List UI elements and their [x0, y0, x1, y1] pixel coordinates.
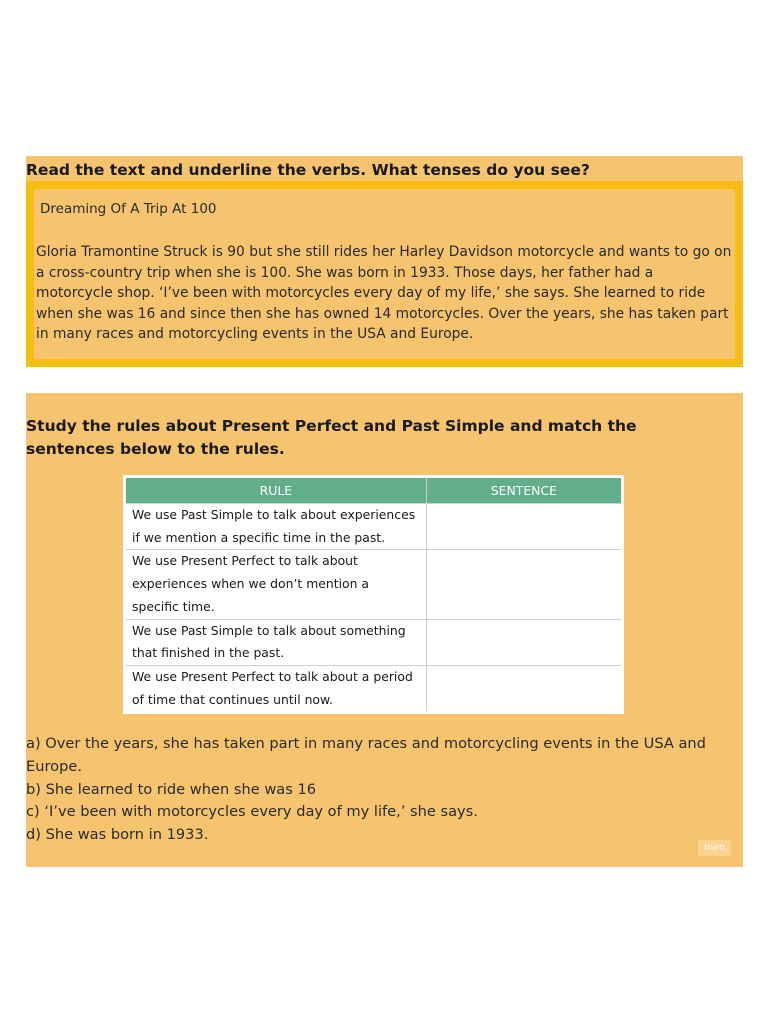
grammar-card-rules — [26, 393, 743, 867]
rule-column-header: RULE — [125, 477, 427, 504]
table-header-row — [125, 477, 623, 504]
rule-sentence-table — [123, 475, 624, 714]
sentence-cell[interactable] — [426, 550, 622, 619]
rule-cell: We use Present Perfect to talk about experiences when we don’t mention a specific time. — [125, 550, 427, 619]
table-row — [125, 619, 623, 665]
section-heading: Study the rules about Present Perfect and Past Simple and match the sentences below to the rules. — [26, 417, 637, 458]
sentence-item-d: d) She was born in 1933. — [26, 826, 209, 844]
sentence-cell[interactable] — [426, 504, 622, 550]
miro-watermark: miro — [698, 840, 731, 856]
sentence-list — [26, 733, 743, 847]
table-row — [125, 504, 623, 550]
rule-cell: We use Past Simple to talk about something that finished in the past. — [125, 619, 427, 665]
rule-cell: We use Past Simple to talk about experiences if we mention a specific time in the past. — [125, 504, 427, 550]
rule-cell: We use Present Perfect to talk about a period of time that continues until now. — [125, 665, 427, 712]
sentence-item-a: a) Over the years, she has taken part in many races and motorcycling events in the USA and Europe. — [26, 735, 706, 775]
section-heading: Read the text and underline the verbs. What tenses do you see? — [26, 161, 590, 179]
sentence-item-b: b) She learned to ride when she was 16 — [26, 780, 317, 798]
sentence-column-header: SENTENCE — [426, 477, 622, 504]
table-row — [125, 665, 623, 712]
reading-body: Gloria Tramontine Struck is 90 but she still rides her Harley Davidson motorcycle and wants to go on a cross-country trip when she is 100. She was born in 1933. Those days, her father had a motorcycle shop. ‘I’ve been with motorcycles every day of my life,’ she says. She learned to ride when she was 16 and since then she has owned 14 motorcycles. Over the years, she has taken part in many races and motorcycling events in the USA and Europe. — [36, 244, 732, 343]
sentence-cell[interactable] — [426, 619, 622, 665]
reading-title: Dreaming Of A Trip At 100 — [40, 201, 217, 217]
sentence-cell[interactable] — [426, 665, 622, 712]
table-row — [125, 550, 623, 619]
reading-text-box — [26, 181, 743, 367]
sentence-item-c: c) ‘I’ve been with motorcycles every day of my life,’ she says. — [26, 803, 478, 821]
vocabulary-card-reading — [26, 156, 743, 367]
